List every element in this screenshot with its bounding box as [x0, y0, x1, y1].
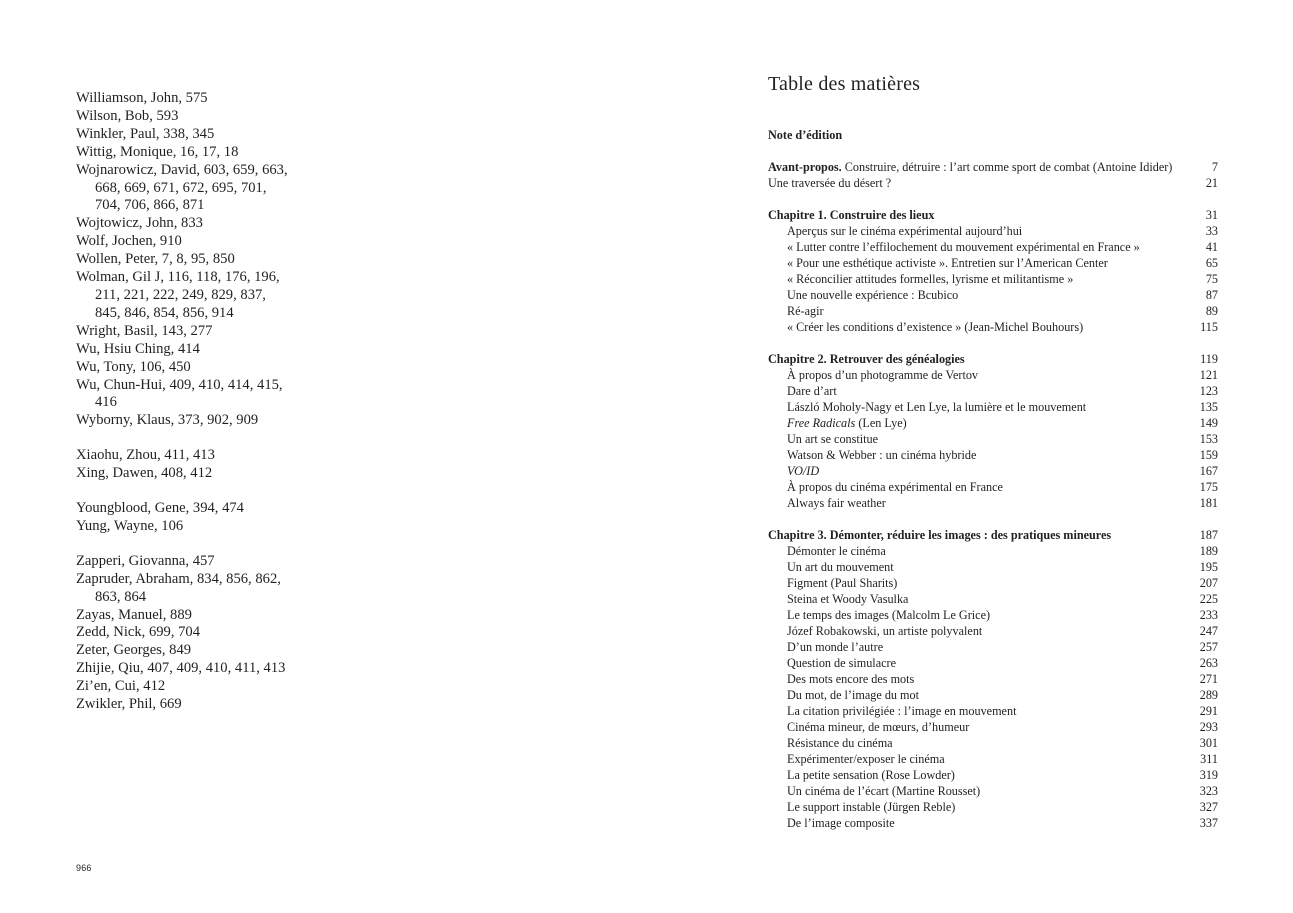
toc-page-number: 135 — [1199, 400, 1218, 414]
toc-label — [768, 271, 1073, 287]
toc-label — [768, 463, 819, 479]
index-entry — [76, 90, 376, 108]
toc-entry — [768, 303, 1218, 319]
toc-entry — [768, 687, 1218, 703]
toc-page-number: 121 — [1199, 368, 1218, 382]
toc-label — [768, 303, 824, 319]
toc-label-text: D’un monde l’autre — [787, 640, 884, 654]
index-entry-continuation: 704, 706, 866, 871 — [95, 197, 205, 214]
toc-label — [768, 639, 883, 655]
toc-label — [768, 799, 955, 815]
index-entry-line: Wyborny, Klaus, 373, 902, 909 — [76, 412, 259, 429]
index-entry-line: Winkler, Paul, 338, 345 — [76, 125, 215, 142]
toc-page-number: 153 — [1199, 432, 1218, 446]
table-of-contents — [768, 127, 1218, 831]
toc-page-number: 119 — [1200, 352, 1218, 366]
toc-label — [768, 175, 891, 191]
toc-page-number: 337 — [1199, 816, 1218, 830]
index-entry-continuation: 211, 221, 222, 249, 829, 837, — [95, 286, 266, 303]
toc-entry — [768, 703, 1218, 719]
index-entry — [76, 553, 376, 571]
index-entry — [76, 126, 376, 144]
index-entry — [76, 412, 376, 430]
toc-page-number: 65 — [1205, 256, 1218, 270]
toc-label-text: Le support instable (Jürgen Reble) — [787, 800, 956, 814]
index-entry — [76, 215, 376, 233]
toc-label-text: Résistance du cinéma — [787, 736, 893, 750]
toc-label — [768, 319, 1083, 335]
toc-label-text: À propos d’un photogramme de Vertov — [787, 368, 979, 382]
toc-label-text: Démonter le cinéma — [787, 544, 886, 558]
toc-entry — [768, 575, 1218, 591]
toc-entry — [768, 639, 1218, 655]
toc-entry — [768, 735, 1218, 751]
toc-heading — [768, 207, 1218, 223]
index-entry-line: Wolf, Jochen, 910 — [76, 233, 182, 250]
toc-page-number: 207 — [1199, 576, 1218, 590]
toc-entry — [768, 271, 1218, 287]
toc-label-text: László Moholy-Nagy et Len Lye, la lumière et le mouvement — [787, 400, 1087, 414]
index-entry-line: Wu, Hsiu Ching, 414 — [76, 340, 200, 357]
toc-label-text: Des mots encore des mots — [787, 672, 915, 686]
toc-label — [768, 223, 1022, 239]
toc-entry — [768, 447, 1218, 463]
toc-label-text: Ré-agir — [787, 304, 824, 318]
toc-label-text: « Créer les conditions d’existence » (Jean-Michel Bouhours) — [787, 320, 1084, 334]
toc-heading — [768, 175, 1218, 191]
toc-page-number: 293 — [1199, 720, 1218, 734]
index-entry-line: Wu, Chun-Hui, 409, 410, 414, 415, — [76, 376, 283, 393]
toc-label — [768, 591, 908, 607]
toc-label-text: Chapitre 2. Retrouver des généalogies — [768, 352, 965, 366]
index-entry-line: Zayas, Manuel, 889 — [76, 606, 192, 623]
toc-page-number: 257 — [1199, 640, 1218, 654]
toc-label — [768, 559, 894, 575]
toc-label-bold: Avant-propos. — [768, 160, 842, 174]
toc-entry — [768, 287, 1218, 303]
index-entry — [76, 108, 376, 126]
toc-label — [768, 495, 886, 511]
index-entry — [76, 678, 376, 696]
index-entry-line: Zhijie, Qiu, 407, 409, 410, 411, 413 — [76, 660, 286, 677]
toc-page-number: 75 — [1205, 272, 1218, 286]
toc-label-text: Du mot, de l’image du mot — [787, 688, 920, 702]
toc-entry — [768, 543, 1218, 559]
index-entry — [76, 251, 376, 269]
toc-label — [768, 159, 1172, 175]
index-entry-continuation: 416 — [95, 394, 117, 411]
toc-page-number: 33 — [1205, 224, 1218, 238]
toc-heading — [768, 127, 1218, 143]
toc-page-number: 291 — [1199, 704, 1218, 718]
toc-label-text: Question de simulacre — [787, 656, 896, 670]
toc-label-text: Un art du mouvement — [787, 560, 894, 574]
index-entry — [76, 518, 376, 536]
toc-label — [768, 623, 982, 639]
toc-label-text: Le temps des images (Malcolm Le Grice) — [787, 608, 991, 622]
toc-label — [768, 671, 914, 687]
toc-entry — [768, 319, 1218, 335]
toc-label — [768, 719, 969, 735]
toc-label — [768, 527, 1111, 543]
toc-entry — [768, 383, 1218, 399]
toc-entry — [768, 799, 1218, 815]
toc-entry — [768, 591, 1218, 607]
toc-page-number: 31 — [1205, 208, 1218, 222]
toc-label-text: Watson & Webber : un cinéma hybride — [787, 448, 977, 462]
index-entry-line: Williamson, John, 575 — [76, 90, 208, 106]
toc-label — [768, 815, 895, 831]
toc-page-number: 187 — [1199, 528, 1218, 542]
toc-label — [768, 687, 919, 703]
index-entry — [76, 359, 376, 377]
index-entry-line: Wright, Basil, 143, 277 — [76, 322, 213, 339]
toc-page-number: 123 — [1199, 384, 1218, 398]
index-entry — [76, 341, 376, 359]
index-entry-line: Wollen, Peter, 7, 8, 95, 850 — [76, 251, 235, 268]
toc-label — [768, 655, 896, 671]
toc-section — [768, 351, 1218, 511]
index-group — [76, 500, 376, 536]
toc-section — [768, 527, 1218, 831]
index-entry-line: Zapruder, Abraham, 834, 856, 862, — [76, 570, 281, 587]
index-entry — [76, 607, 376, 625]
index-entry-line: Zapperi, Giovanna, 457 — [76, 552, 215, 569]
index-entry — [76, 642, 376, 660]
toc-title: Table des matières — [768, 73, 921, 95]
toc-entry — [768, 463, 1218, 479]
index-entry — [76, 144, 376, 162]
toc-label-text: Chapitre 1. Construire des lieux — [768, 208, 935, 222]
toc-page-number: 21 — [1205, 176, 1218, 190]
toc-entry — [768, 495, 1218, 511]
toc-label-text: Un art se constitue — [787, 432, 879, 446]
toc-label-text: Steina et Woody Vasulka — [787, 592, 909, 606]
toc-page-number: 167 — [1199, 464, 1218, 478]
toc-label — [768, 751, 945, 767]
toc-label — [768, 735, 893, 751]
toc-entry — [768, 607, 1218, 623]
toc-entry — [768, 767, 1218, 783]
toc-label — [768, 367, 978, 383]
toc-label-text: (Len Lye) — [855, 416, 907, 430]
toc-label-text: Une traversée du désert ? — [768, 176, 892, 190]
index-entry — [76, 269, 376, 323]
index-entry — [76, 162, 376, 216]
toc-label-text: Cinéma mineur, de mœurs, d’humeur — [787, 720, 970, 734]
toc-entry — [768, 623, 1218, 639]
toc-entry — [768, 255, 1218, 271]
toc-label-text: Figment (Paul Sharits) — [787, 576, 898, 590]
toc-label-text: « Pour une esthétique activiste ». Entretien sur l’American Center — [787, 256, 1108, 270]
index-entry-line: Zi’en, Cui, 412 — [76, 678, 166, 695]
toc-page-number: 247 — [1199, 624, 1218, 638]
index-entry-continuation: 863, 864 — [95, 588, 147, 605]
index-entry-line: Wilson, Bob, 593 — [76, 107, 179, 124]
toc-page-number: 115 — [1200, 320, 1218, 334]
toc-label-text: Józef Robakowski, un artiste polyvalent — [787, 624, 983, 638]
toc-heading — [768, 351, 1218, 367]
toc-page-number: 263 — [1199, 656, 1218, 670]
toc-label-text: Un cinéma de l’écart (Martine Rousset) — [787, 784, 981, 798]
index-entry — [76, 660, 376, 678]
toc-page-number: 327 — [1199, 800, 1218, 814]
page-number: 966 — [76, 863, 92, 873]
toc-label — [768, 543, 886, 559]
index-entry-line: Zedd, Nick, 699, 704 — [76, 624, 201, 641]
toc-label — [768, 255, 1108, 271]
index-entry — [76, 624, 376, 642]
index-entry-line: Xiaohu, Zhou, 411, 413 — [76, 447, 215, 464]
toc-label-italic: VO/ID — [787, 464, 820, 478]
index-entry-line: Wojtowicz, John, 833 — [76, 215, 203, 232]
toc-label — [768, 703, 1016, 719]
index-entry — [76, 500, 376, 518]
toc-label-text: « Lutter contre l’effilochement du mouvement expérimental en France » — [787, 240, 1140, 254]
index-group — [76, 553, 376, 714]
toc-page-number: 319 — [1199, 768, 1218, 782]
index-list — [76, 90, 376, 714]
toc-entry — [768, 783, 1218, 799]
toc-page-number: 89 — [1205, 304, 1218, 318]
index-entry-line: Zwikler, Phil, 669 — [76, 696, 182, 713]
toc-entry — [768, 479, 1218, 495]
toc-page-number: 271 — [1199, 672, 1218, 686]
index-entry — [76, 323, 376, 341]
toc-entry — [768, 559, 1218, 575]
index-group — [76, 447, 376, 483]
index-entry-line: Yung, Wayne, 106 — [76, 517, 184, 534]
toc-label — [768, 239, 1140, 255]
toc-label-text: La citation privilégiée : l’image en mouvement — [787, 704, 1017, 718]
toc-label-text: Note d’édition — [768, 128, 843, 142]
toc-label-text: Expérimenter/exposer le cinéma — [787, 752, 945, 766]
toc-page-number: 195 — [1199, 560, 1218, 574]
toc-label — [768, 575, 897, 591]
index-entry-continuation: 845, 846, 854, 856, 914 — [95, 304, 234, 321]
toc-page-number: 323 — [1199, 784, 1218, 798]
toc-label — [768, 431, 878, 447]
toc-label — [768, 607, 990, 623]
toc-entry — [768, 815, 1218, 831]
index-entry-line: Wolman, Gil J, 116, 118, 176, 196, — [76, 269, 280, 286]
index-entry-line: Youngblood, Gene, 394, 474 — [76, 500, 244, 517]
toc-section — [768, 207, 1218, 335]
toc-page-number: 7 — [1211, 160, 1218, 174]
toc-heading — [768, 159, 1218, 175]
toc-label-text: La petite sensation (Rose Lowder) — [787, 768, 955, 782]
toc-page-number: 225 — [1199, 592, 1218, 606]
toc-label — [768, 207, 934, 223]
toc-label — [768, 287, 958, 303]
toc-entry — [768, 655, 1218, 671]
toc-entry — [768, 239, 1218, 255]
toc-heading — [768, 527, 1218, 543]
toc-entry — [768, 367, 1218, 383]
toc-entry — [768, 223, 1218, 239]
index-entry-line: Wojnarowicz, David, 603, 659, 663, — [76, 161, 288, 178]
toc-label-text: Dare d’art — [787, 384, 837, 398]
toc-page-number: 87 — [1205, 288, 1218, 302]
toc-label-text: Always fair weather — [787, 496, 886, 510]
toc-label — [768, 383, 837, 399]
toc-page-number: 301 — [1199, 736, 1218, 750]
toc-page-number: 181 — [1199, 496, 1218, 510]
left-page — [0, 0, 646, 913]
index-entry-continuation: 668, 669, 671, 672, 695, 701, — [95, 179, 267, 196]
toc-label-text: Chapitre 3. Démonter, réduire les images : des pratiques mineures — [768, 528, 1112, 542]
index-entry — [76, 465, 376, 483]
toc-label-text: « Réconcilier attitudes formelles, lyrisme et militantisme » — [787, 272, 1074, 286]
index-entry — [76, 377, 376, 413]
index-entry — [76, 571, 376, 607]
toc-page-number: 189 — [1199, 544, 1218, 558]
toc-entry — [768, 415, 1218, 431]
toc-label — [768, 415, 907, 431]
index-entry-line: Wittig, Monique, 16, 17, 18 — [76, 143, 239, 160]
index-entry-line: Xing, Dawen, 408, 412 — [76, 465, 213, 482]
toc-entry — [768, 399, 1218, 415]
toc-label-italic: Free Radicals — [787, 416, 856, 430]
toc-label — [768, 767, 955, 783]
index-entry — [76, 233, 376, 251]
toc-section — [768, 159, 1218, 191]
right-page — [646, 0, 1293, 913]
toc-section — [768, 127, 1218, 143]
toc-page-number: 289 — [1199, 688, 1218, 702]
toc-label-text: Une nouvelle expérience : Bcubico — [787, 288, 959, 302]
toc-page-number: 311 — [1200, 752, 1218, 766]
index-entry-line: Wu, Tony, 106, 450 — [76, 358, 191, 375]
index-entry — [76, 696, 376, 714]
index-entry — [76, 447, 376, 465]
toc-label-text: Aperçus sur le cinéma expérimental aujourd’hui — [787, 224, 1023, 238]
toc-page-number: 149 — [1199, 416, 1218, 430]
toc-label-text: Construire, détruire : l’art comme sport de combat (Antoine Idider) — [841, 160, 1173, 174]
toc-label — [768, 351, 965, 367]
toc-label-text: De l’image composite — [787, 816, 895, 830]
toc-label-text: À propos du cinéma expérimental en France — [787, 480, 1003, 494]
toc-entry — [768, 431, 1218, 447]
index-group — [76, 90, 376, 430]
toc-label — [768, 399, 1086, 415]
toc-label — [768, 127, 842, 143]
toc-label — [768, 479, 1003, 495]
toc-page-number: 159 — [1199, 448, 1218, 462]
index-entry-line: Zeter, Georges, 849 — [76, 642, 192, 659]
toc-page-number: 41 — [1205, 240, 1218, 254]
toc-label — [768, 783, 980, 799]
toc-entry — [768, 751, 1218, 767]
toc-page-number: 233 — [1199, 608, 1218, 622]
toc-entry — [768, 719, 1218, 735]
toc-label — [768, 447, 976, 463]
toc-page-number: 175 — [1199, 480, 1218, 494]
toc-entry — [768, 671, 1218, 687]
